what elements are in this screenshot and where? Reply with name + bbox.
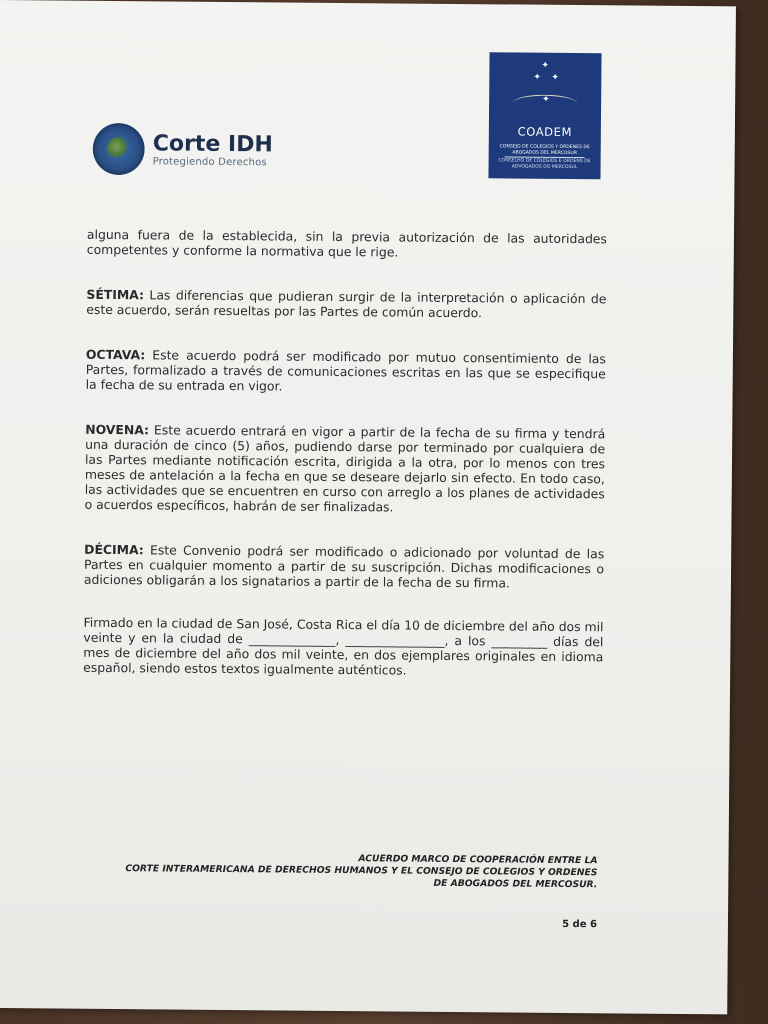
footer-line-2: CORTE INTERAMERICANA DE DERECHOS HUMANOS Y EL CONSEJO DE COLEGIOS Y ORDENES bbox=[125, 863, 598, 879]
clause-decima bbox=[84, 542, 604, 592]
clause-heading: DÉCIMA: bbox=[84, 541, 144, 558]
document-body bbox=[83, 227, 607, 680]
footer-line-1: ACUERDO MARCO DE COOPERACIÓN ENTRE LA bbox=[358, 853, 598, 867]
coadem-subtitle-pt: CONSELHO DE COLÉGIOS E ORDENS DE ADVOGADOS DO MERCOSUL bbox=[498, 158, 591, 170]
clause-novena bbox=[85, 422, 606, 517]
corte-idh-logo bbox=[92, 123, 273, 177]
corte-seal-icon bbox=[92, 123, 144, 175]
page-number: 5 de 6 bbox=[562, 918, 598, 931]
corte-idh-subtitle: Protegiendo Derechos bbox=[152, 155, 267, 168]
clause-text: Este acuerdo entrará en vigor a partir de la fecha de su firma y tendrá una duración de cinco (5) años, pudiendo darse por terminado por cualquiera de las Partes mediante notificación escrita, dirigida a la otra, por lo menos con tres meses de antelación a la fecha en que se deseare dejarlo sin efecto. En todo caso, las actividades que se encuentren en curso con arreglo a los planes de actividades o acuerdos específicos, habrán de ser finalizadas. bbox=[84, 422, 606, 515]
clause-heading: SÉTIMA: bbox=[86, 286, 145, 303]
clause-text: Este acuerdo podrá ser modificado por mutuo consentimiento de las Partes, formalizado a través de comunicaciones escritas en las que se especifique la fecha de su entrada en vigor. bbox=[85, 347, 606, 394]
stars-icon: ✦ ✦ ✦ ✦ bbox=[489, 60, 601, 111]
clause-octava bbox=[86, 347, 606, 397]
clause-text: Las diferencias que pudieran surgir de la interpretación o aplicación de este acuerdo, serán resueltas por las Partes de común acuerdo. bbox=[86, 287, 607, 321]
signing-paragraph: Firmado en la ciudad de San José, Costa Rica el día 10 de diciembre del año dos mil veinte y en la ciudad de ______________, ________________, a los _________ días del mes de diciembre del año dos mil veinte, en dos ejemplares originales en idioma español, siendo estos textos igualmente auténticos. bbox=[83, 614, 604, 678]
globe-icon bbox=[107, 137, 131, 161]
coadem-name: COADEM bbox=[517, 124, 573, 139]
footer-line-3: DE ABOGADOS DEL MERCOSUR. bbox=[433, 877, 598, 891]
coadem-subtitle-es: CONSEJO DE COLEGIOS Y ÓRDENES DE ABOGADOS DEL MERCOSUR bbox=[499, 144, 590, 156]
footer-title bbox=[92, 851, 597, 891]
coadem-logo bbox=[488, 52, 601, 179]
clause-heading: NOVENA: bbox=[85, 421, 150, 438]
clause-text: Este Convenio podrá ser modificado o adicionado por voluntad de las Partes en cualquier momento a partir de su suscripción. Dichas modificaciones o adiciones obligarán a los signatarios a partir de la fecha de su firma. bbox=[83, 542, 605, 591]
clause-heading: OCTAVA: bbox=[85, 346, 146, 363]
clause-setima bbox=[86, 287, 606, 322]
intro-paragraph: alguna fuera de la establecida, sin la previa autorización de las autoridades competentes y conforme la normativa que le rige. bbox=[86, 226, 608, 260]
corte-idh-title: Corte IDH bbox=[152, 130, 273, 157]
